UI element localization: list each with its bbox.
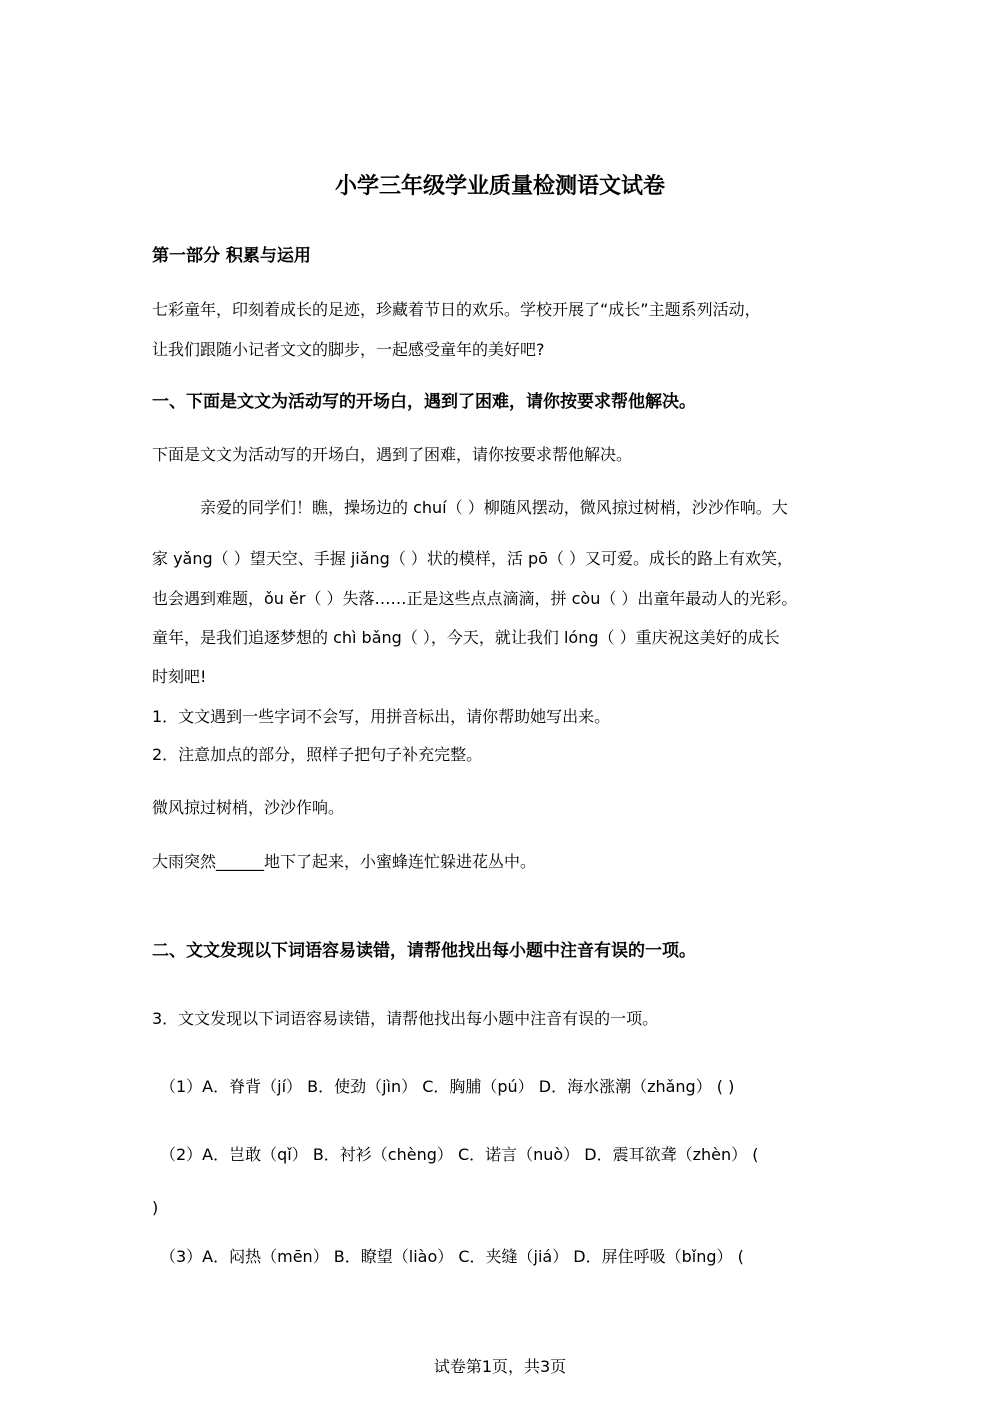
passage-line-5: 时刻吧!	[152, 667, 207, 686]
choice-item-2-tail: )	[152, 1198, 159, 1217]
choice-item-3: （3）A．闷热（mēn） B．瞭望（liào） C．夹缝（jiá） D．屏住呼吸（bǐng） (	[160, 1247, 744, 1266]
part1-heading: 第一部分 积累与运用	[152, 246, 311, 266]
passage-line-2: 家 yǎng（ ）望天空、手握 jiǎng（ ）状的模样，活 pō（ ）又可爱。成长的路上有欢笑，	[152, 549, 794, 568]
intro-line-2: 让我们跟随小记者文文的脚步，一起感受童年的美好吧?	[152, 340, 545, 359]
section1-sub: 下面是文文为活动写的开场白，遇到了困难，请你按要求帮他解决。	[152, 445, 633, 464]
section1-heading: 一、下面是文文为活动写的开场白，遇到了困难，请你按要求帮他解决。	[152, 392, 696, 412]
section2-heading: 二、文文发现以下词语容易读错，请帮他找出每小题中注音有误的一项。	[152, 941, 696, 961]
passage-line-3: 也会遇到难题，ǒu ěr（ ）失落……正是这些点点滴滴，拼 còu（ ）出童年最动人的光彩。	[152, 589, 798, 608]
question-3: 3．文文发现以下词语容易读错，请帮他找出每小题中注音有误的一项。	[152, 1009, 659, 1028]
choice-item-1: （1）A．脊背（jí） B．使劲（jìn） C．胸脯（pú） D．海水涨潮（zhǎng） ( )	[160, 1077, 735, 1096]
choice-item-2: （2）A．岂敢（qǐ） B．衬衫（chèng） C．诺言（nuò） D．震耳欲聋（zhèn） (	[160, 1145, 759, 1164]
fill-in-sentence: 大雨突然______地下了起来，小蜜蜂连忙躲进花丛中。	[152, 852, 537, 871]
page-footer: 试卷第1页，共3页	[433, 1357, 567, 1376]
passage-line-4: 童年，是我们追逐梦想的 chì bǎng（ ），今天，就让我们 lóng（ ）重庆祝这美好的成长	[152, 628, 780, 647]
question-1: 1．文文遇到一些字词不会写，用拼音标出，请你帮助她写出来。	[152, 707, 611, 726]
page-title: 小学三年级学业质量检测语文试卷	[334, 174, 665, 199]
question-2: 2．注意加点的部分，照样子把句子补充完整。	[152, 745, 483, 764]
intro-line-1: 七彩童年，印刻着成长的足迹，珍藏着节日的欢乐。学校开展了“成长”主题系列活动，	[152, 300, 761, 319]
passage-line-1: 亲爱的同学们！瞧，操场边的 chuí（ ）柳随风摆动，微风掠过树梢，沙沙作响。大	[200, 498, 788, 517]
example-sentence: 微风掠过树梢，沙沙作响。	[152, 798, 345, 817]
